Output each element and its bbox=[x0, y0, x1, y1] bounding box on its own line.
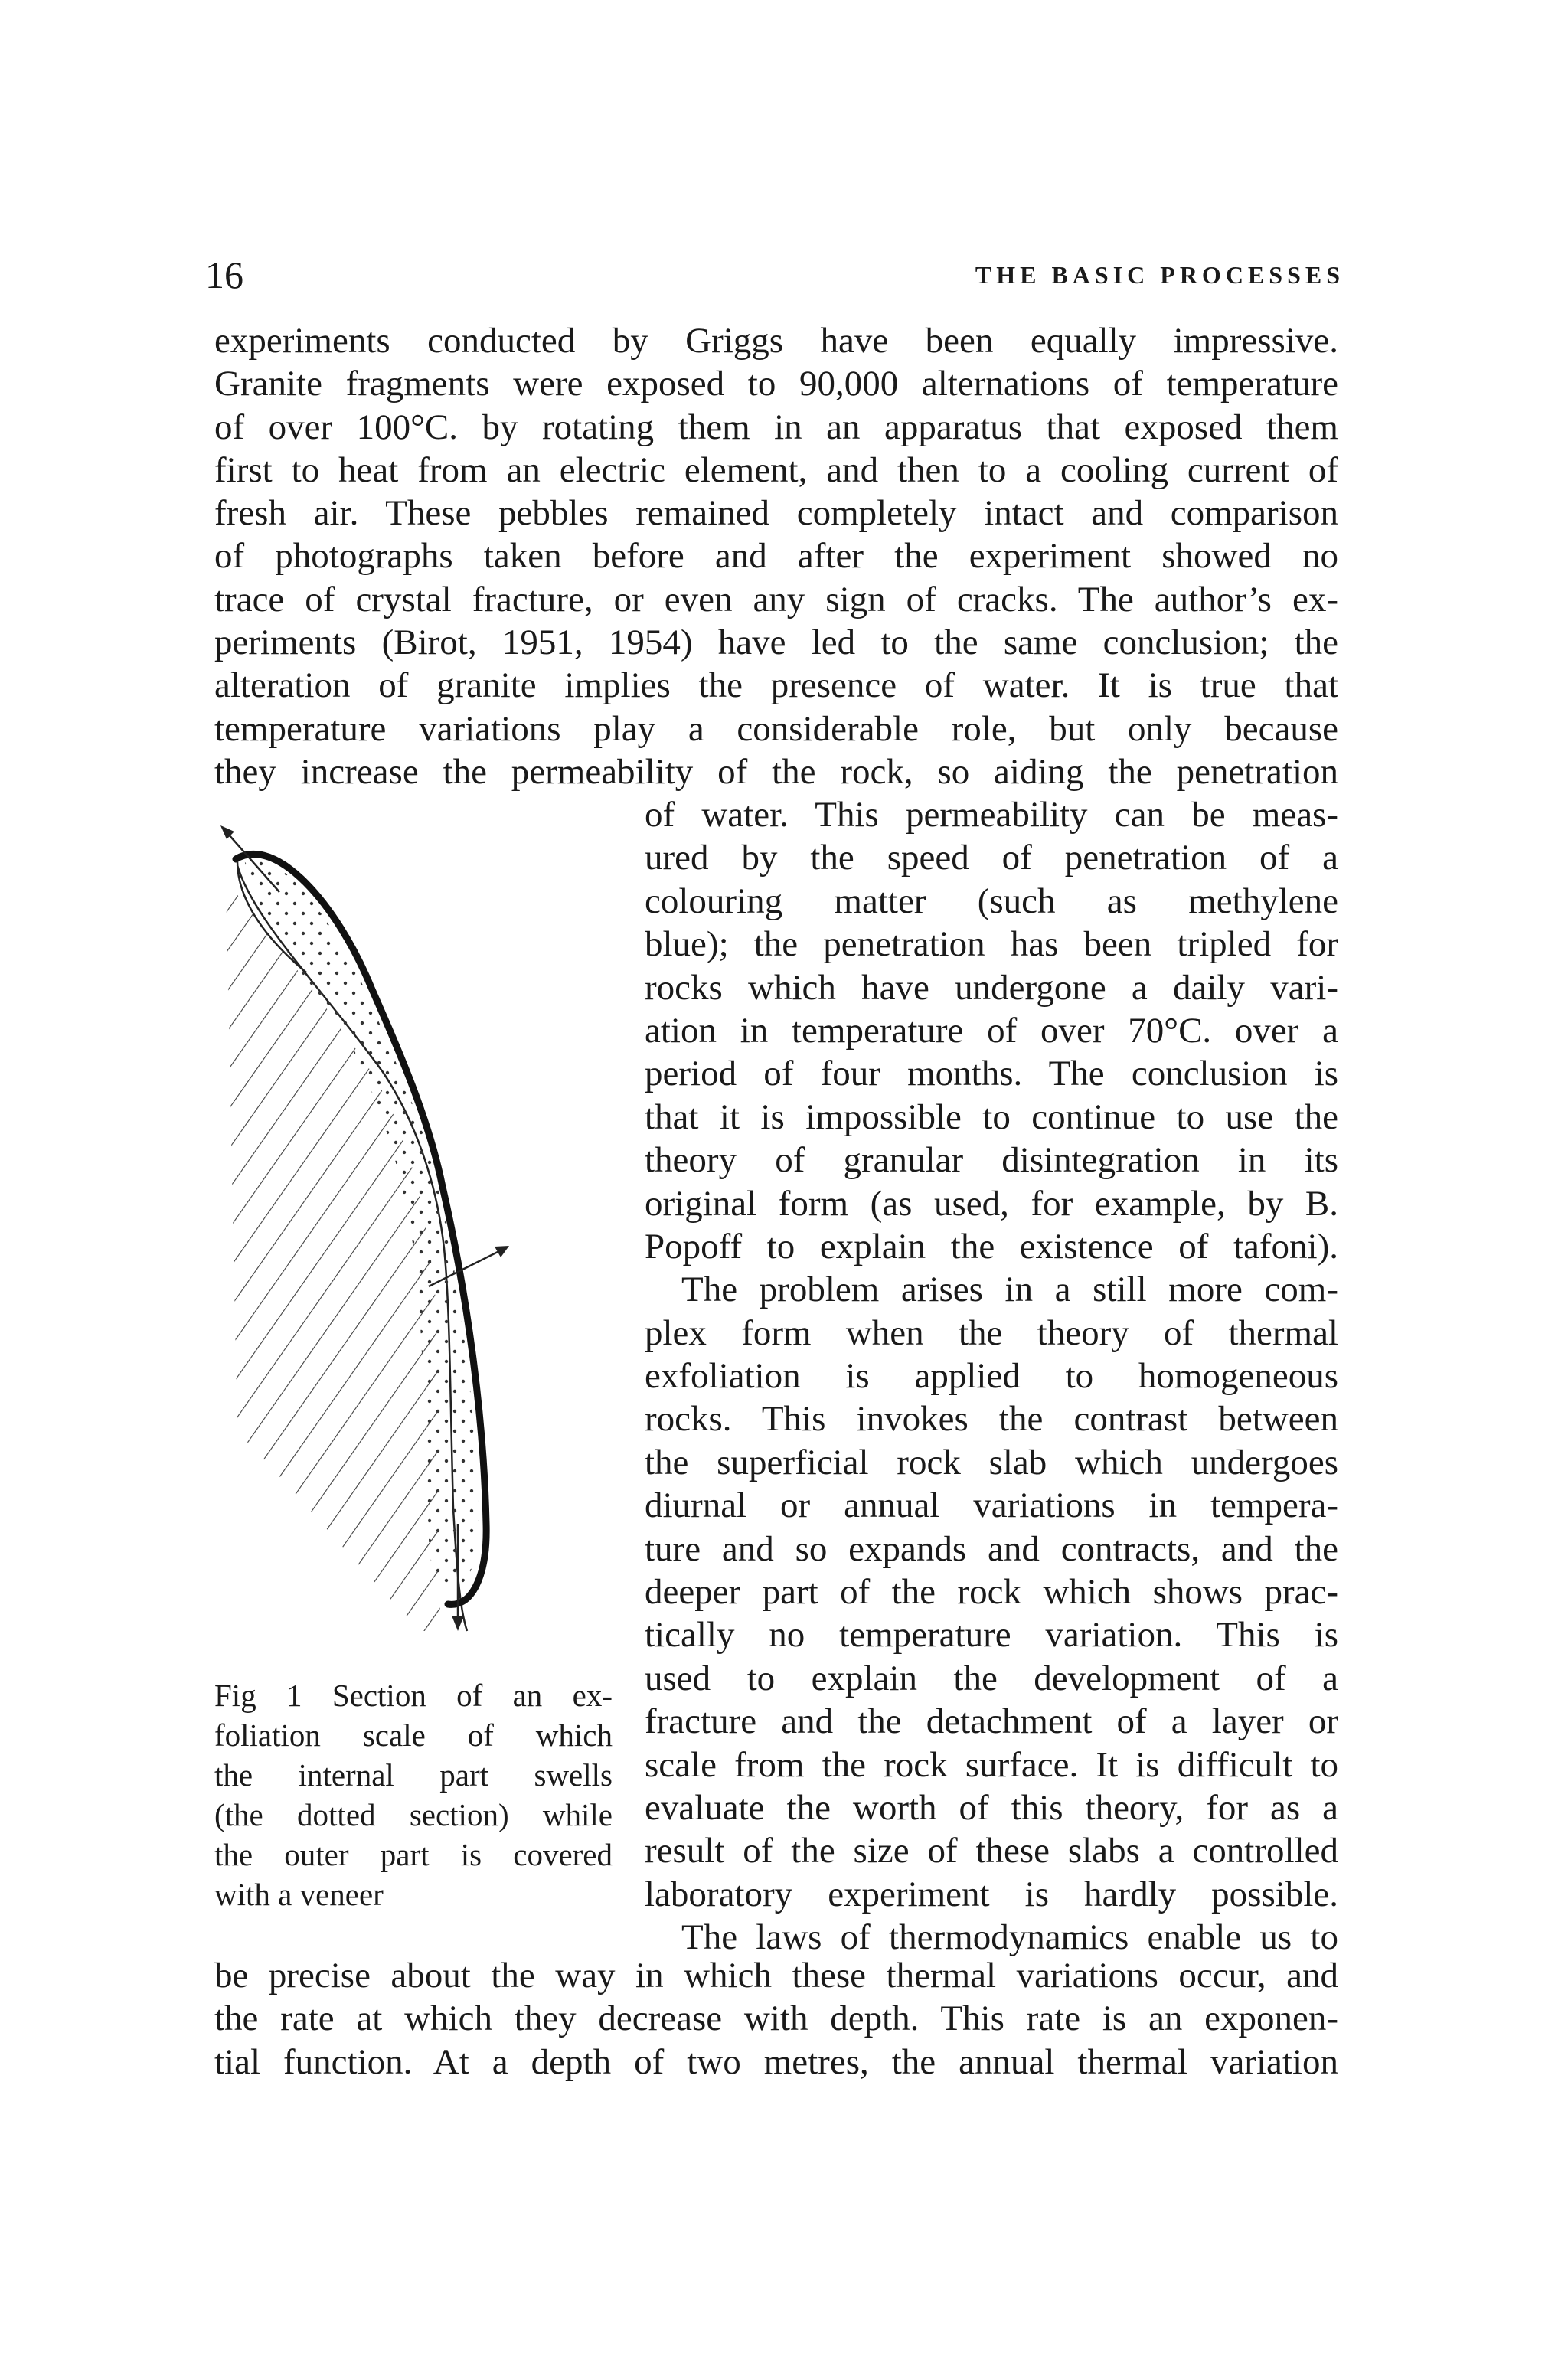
text-line: periments (Birot, 1951, 1954) have led to the same conclusion; the bbox=[214, 623, 1338, 663]
text-line: used to explain the development of a bbox=[645, 1658, 1338, 1698]
text-line: fresh air. These pebbles remained completely intact and comparison bbox=[214, 493, 1338, 534]
text-line: original form (as used, for example, by B. bbox=[645, 1183, 1338, 1224]
caption-line: the internal part swells bbox=[214, 1757, 612, 1793]
text-line: alteration of granite implies the presence of water. It is true that bbox=[214, 665, 1338, 706]
text-line: ation in temperature of over 70°C. over a bbox=[645, 1010, 1338, 1051]
text-line: The problem arises in a still more com- bbox=[681, 1270, 1338, 1310]
text-line: trace of crystal fracture, or even any sign of cracks. The author’s ex- bbox=[214, 579, 1338, 619]
text-line: tial function. At a depth of two metres, the annual thermal variation bbox=[214, 2041, 1338, 2082]
text-line: the superficial rock slab which undergoes bbox=[645, 1442, 1338, 1482]
text-line: they increase the permeability of the rock, so aiding the penetration bbox=[214, 751, 1338, 792]
text-line: Granite fragments were exposed to 90,000 alternations of temperature bbox=[214, 364, 1338, 404]
text-line: Popoff to explain the existence of tafoni). bbox=[645, 1226, 1338, 1266]
text-line: plex form when the theory of thermal bbox=[645, 1312, 1338, 1353]
text-line: experiments conducted by Griggs have been equally impressive. bbox=[214, 321, 1338, 361]
text-line: ured by the speed of penetration of a bbox=[645, 838, 1338, 878]
exfoliation-figure bbox=[207, 819, 635, 1646]
text-line: that it is impossible to continue to use the bbox=[645, 1097, 1338, 1137]
caption-line: with a veneer bbox=[214, 1877, 384, 1912]
text-line: The laws of thermodynamics enable us to bbox=[681, 1917, 1338, 1958]
text-line: colouring matter (such as methylene bbox=[645, 881, 1338, 921]
text-line: the rate at which they decrease with depth. This rate is an exponen- bbox=[214, 1999, 1338, 2039]
text-line: period of four months. The conclusion is bbox=[645, 1054, 1338, 1094]
text-line: of water. This permeability can be meas- bbox=[645, 795, 1338, 835]
running-head: THE BASIC PROCESSES bbox=[975, 261, 1344, 289]
text-line: laboratory experiment is hardly possible. bbox=[645, 1874, 1338, 1914]
text-line: diurnal or annual variations in tempera- bbox=[645, 1485, 1338, 1526]
exfoliation-diagram bbox=[207, 819, 635, 1646]
caption-line: Fig 1 Section of an ex- bbox=[214, 1678, 612, 1713]
text-line: rocks. This invokes the contrast between bbox=[645, 1399, 1338, 1440]
body-text-bottom bbox=[214, 1954, 1338, 2084]
body-text-top bbox=[214, 319, 1338, 793]
text-line: theory of granular disintegration in its bbox=[645, 1140, 1338, 1181]
text-line: exfoliation is applied to homogeneous bbox=[645, 1356, 1338, 1397]
text-line: temperature variations play a considerable role, but only because bbox=[214, 708, 1338, 749]
body-text-wrap bbox=[645, 793, 1338, 1959]
caption-line: foliation scale of which bbox=[214, 1718, 612, 1753]
figure-caption bbox=[214, 1675, 612, 1914]
text-line: fracture and the detachment of a layer or bbox=[645, 1701, 1338, 1742]
text-line: tically no temperature variation. This is bbox=[645, 1615, 1338, 1655]
caption-line: (the dotted section) while bbox=[214, 1797, 612, 1832]
text-line: of over 100°C. by rotating them in an apparatus that exposed them bbox=[214, 407, 1338, 447]
text-line: deeper part of the rock which shows prac- bbox=[645, 1572, 1338, 1613]
text-line: first to heat from an electric element, and then to a cooling current of bbox=[214, 449, 1338, 490]
caption-line: the outer part is covered bbox=[214, 1837, 612, 1872]
text-line: blue); the penetration has been tripled for bbox=[645, 924, 1338, 965]
text-line: rocks which have undergone a daily vari- bbox=[645, 967, 1338, 1008]
text-line: evaluate the worth of this theory, for as a bbox=[645, 1787, 1338, 1828]
text-line: result of the size of these slabs a controlled bbox=[645, 1831, 1338, 1871]
text-line: be precise about the way in which these thermal variations occur, and bbox=[214, 1956, 1338, 1995]
text-line: ture and so expands and contracts, and the bbox=[645, 1528, 1338, 1569]
page-number: 16 bbox=[205, 253, 243, 296]
text-line: scale from the rock surface. It is difficult to bbox=[645, 1744, 1338, 1785]
text-line: of photographs taken before and after the experiment showed no bbox=[214, 536, 1338, 577]
